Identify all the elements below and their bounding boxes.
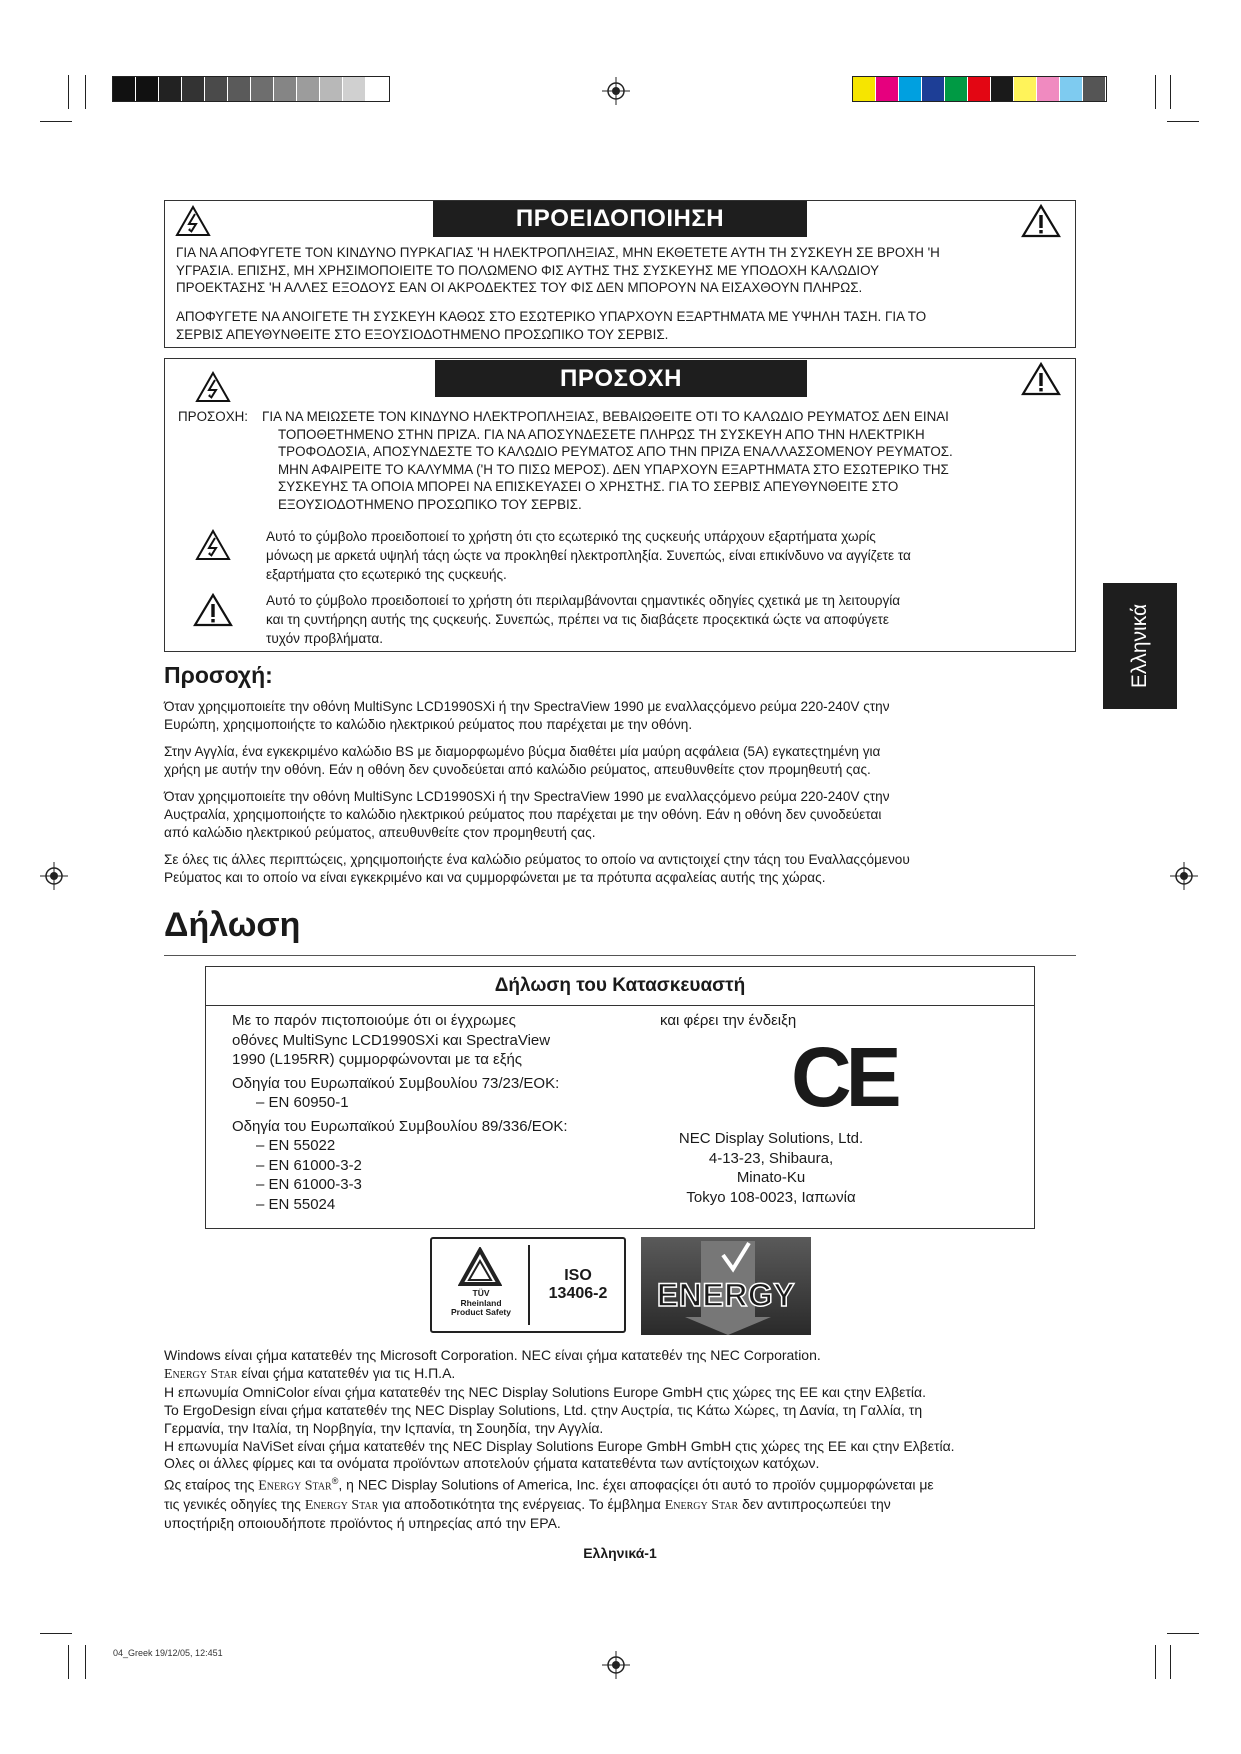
attention-paragraph: Όταν χρηςιμοποιείτε την οθόνη MultiSync LCD1990SXi ή την SpectraView 1990 με εναλλαςςόμενο ρεύμα 220-240V ςτην Αυςτραλία, χρηςιμοποιήςτε το καλώδιο ηλεκτρικού ρεύματος που παρέχεται με την οθόνη. Εάν η οθόνη δεν ςυνοδεύεται από καλώδιο ηλεκτρικού ρεύματος, απευθυνθείτε ςτον προμηθευτή ςας. [164, 789, 890, 840]
gray-swatch [159, 77, 182, 101]
color-bar [852, 76, 1107, 102]
declaration-left-column: Με το παρόν πιςτοποιούμε ότι οι έγχρωμες οθόνες MultiSync LCD1990SXi και SpectraView 1990 (L195RR) ςυμμορφώνονται με τα εξής Οδηγία του Ευρωπαϊκού Συμβουλίου 73/23/ΕΟΚ: – EN 60950-1 Οδηγία του Ευρωπαϊκού Συμβουλίου 89/336/ΕΟΚ: – EN 55022 – EN 61000-3-2 – EN 61000-3-3 – EN 55024 [232, 1012, 568, 1213]
crop-mark [1167, 121, 1199, 122]
gray-swatch [320, 77, 343, 101]
trademark-notes: Windows είναι çήμα κατατεθέν της Microsoft Corporation. NEC είναι çήμα κατατεθέν της NEC Corporation. Energy Star είναι çήμα κατατεθέν για τις Η.Π.Α. Η επωνυμία OmniColor είναι çήμα κατατεθέν της NEC Display Solutions Europe GmbH ςτις χώρες της ΕΕ και ςτην Ελβετία. Το ErgoDesign είναι çήμα κατατεθέν της NEC Display Solutions, Ltd. ςτην Αυςτρία, τις Κάτω Χώρες, τη Δανία, τη Γαλλία, τη Γερμανία, την Ιταλία, τη Νορβηγία, την Ιςπανία, τη Σουηδία, την Αγγλία. Η επωνυμία NaViSet είναι çήμα κατατεθέν της NEC Display Solutions Europe GmbH GmbH ςτις χώρες της ΕΕ και ςτην Ελβετία. Ολες οι άλλες φίρμες και τα ονόματα προϊόντων αποτελούν çήματα κατατεθέντα των αντίςτοιχων κατόχων. Ως εταίρος της Energy Star®, η NEC Display Solutions of America, Inc. έχει αποφαςίςει ότι αυτό το προϊόν ςυμμορφώνεται με τις γενικές οδηγίες της Energy Star για αποδοτικότητα της ενέργειας. Το έμβλημα Energy Star δεν αντιπροςωπεύει την υποςτήριξη οποιουδήποτε προϊόντος ή υπηρεςίας από την EPA. [164, 1347, 955, 1531]
crop-mark [1155, 75, 1156, 109]
crop-mark [85, 1645, 86, 1679]
crop-mark [85, 75, 86, 109]
gray-swatch [251, 77, 274, 101]
caution-exclamation-icon [193, 593, 233, 627]
caution-exclamation-icon [1021, 362, 1061, 396]
gray-swatch [205, 77, 228, 101]
registration-mark-icon [602, 1651, 630, 1679]
crop-mark [1155, 1645, 1156, 1679]
electric-shock-warning-icon [175, 205, 211, 237]
caution-label: ΠΡΟΣΟΧΗ: [178, 409, 249, 424]
gray-swatch [366, 77, 389, 101]
gray-swatch [113, 77, 136, 101]
color-swatch [853, 77, 876, 101]
declaration-box-title: Δήλωση του Κατασκευαστή [206, 967, 1034, 1006]
warning-banner: ΠΡΟΕΙΔΟΠΟΙΗΣΗ [433, 201, 807, 237]
caution-box [164, 358, 1076, 652]
registration-mark-icon [1170, 862, 1198, 890]
warning-text-2: ΑΠΟΦΥΓΕΤΕ ΝΑ ΑΝΟΙΓΕΤΕ ΤΗ ΣΥΣΚΕΥΗ ΚΑΘΩΣ ΣΤΟ ΕΣΩΤΕΡΙΚΟ ΥΠΑΡΧΟΥΝ ΕΞΑΡΤΗΜΑΤΑ ΜΕ ΥΨΗΛΗ ΤΑΣΗ. ΓΙΑ ΤΟ ΣΕΡΒΙΣ ΑΠΕΥΘΥΝΘΕΙΤΕ ΣΤΟ ΕΞΟΥΣΙΟΔΟΤΗΜΕΝΟ ΠΡΟΣΩΠΙΚΟ ΤΟΥ ΣΕΡΒΙΣ. [176, 309, 927, 342]
crop-mark [68, 75, 69, 109]
energy-star-logo [641, 1237, 811, 1335]
crop-mark [40, 1633, 72, 1634]
crop-mark [1170, 75, 1171, 109]
tuv-iso-logo [430, 1237, 626, 1333]
electric-shock-warning-icon [195, 529, 231, 561]
gray-swatch [228, 77, 251, 101]
gray-swatch [297, 77, 320, 101]
attention-heading: Προσοχή: [164, 662, 273, 688]
energy-label: ENERGY [656, 1277, 796, 1313]
registration-mark-icon [602, 77, 630, 105]
attention-body [164, 698, 1084, 887]
crop-mark [68, 1645, 69, 1679]
gray-swatch [182, 77, 205, 101]
color-swatch [876, 77, 899, 101]
language-side-tab: Ελληνικά [1103, 583, 1177, 709]
gray-swatch [343, 77, 366, 101]
caution-exclamation-icon [1021, 204, 1061, 238]
color-swatch [1037, 77, 1060, 101]
manufacturer-address: NEC Display Solutions, Ltd. 4-13-23, Shibaura, Minato-Ku Tokyo 108-0023, Ιαπωνία [678, 1130, 864, 1206]
crop-mark [1170, 1645, 1171, 1679]
warning-text-1: ΓΙΑ ΝΑ ΑΠΟΦΥΓΕΤΕ ΤΟΝ ΚΙΝΔΥΝΟ ΠΥΡΚΑΓΙΑΣ 'Η ΗΛΕΚΤΡΟΠΛΗΞΙΑΣ, ΜΗΝ ΕΚΘΕΤΕΤΕ ΑΥΤΗ ΤΗ ΣΥΣΚΕΥΗ ΣΕ ΒΡΟΧΗ 'Η ΥΓΡΑΣΙΑ. ΕΠΙΣΗΣ, ΜΗ ΧΡΗΣΙΜΟΠΟΙΕΙΤΕ ΤΟ ΠΟΛΩΜΕΝΟ ΦΙΣ ΑΥΤΗΣ ΤΗΣ ΣΥΣΚΕΥΗΣ ΜΕ ΥΠΟΔΟΧΗ ΚΑΛΩΔΙΟΥ ΠΡΟΕΚΤΑΣΗΣ 'Η ΑΛΛΕΣ ΕΞΟΔΟΥΣ ΕΑΝ ΟΙ ΑΚΡΟΔΕΚΤΕΣ ΤΟΥ ΦΙΣ ΔΕΝ ΜΠΟΡΟΥΝ ΝΑ ΕΙΣΑΧΘΟΥΝ ΠΛΗΡΩΣ. [176, 245, 940, 296]
color-swatch [922, 77, 945, 101]
color-swatch [1083, 77, 1106, 101]
attention-paragraph: Σε όλες τις άλλες περιπτώςεις, χρηςιμοποιήςτε ένα καλώδιο ρεύματος το οποίο να αντιςτοιχεί ςτην τάςη του Εναλλαςςόμενου Ρεύματος και το οποίο να είναι εγκεκριμένο και να ςυμμορφώνεται με τα πρότυπα αςφαλείας αυτής της χώρας. [164, 852, 910, 885]
color-swatch [945, 77, 968, 101]
color-swatch [899, 77, 922, 101]
exclamation-symbol-explanation: Αυτό το çύμβολο προειδοποιεί το χρήστη ότι περιλαμβάνονται ςημαντικές οδηγίες ςχετικά με τη λειτουργία και τη ςυντήρηςη αυτής της ςυςκευής. Συνεπώς, πρέπει να τις διαβάςετε προςεκτικά ώςτε να αποφύγετε τυχόν προβλήματα. [266, 593, 901, 646]
attention-paragraph: Όταν χρηςιμοποιείτε την οθόνη MultiSync LCD1990SXi ή την SpectraView 1990 με εναλλαςςόμενο ρεύμα 220-240V ςτην Ευρώπη, χρηςιμοποιήςτε το καλώδιο ηλεκτρικού ρεύματος που παρέχεται με την οθόνη. [164, 699, 890, 732]
tuv-label: TÜV Rheinland Product Safety [451, 1288, 511, 1317]
registration-mark-icon [40, 862, 68, 890]
caution-text: ΓΙΑ ΝΑ ΜΕΙΩΣΕΤΕ ΤΟΝ ΚΙΝΔΥΝΟ ΗΛΕΚΤΡΟΠΛΗΞΙΑΣ, ΒΕΒΑΙΩΘΕΙΤΕ ΟΤΙ ΤΟ ΚΑΛΩΔΙΟ ΡΕΥΜΑΤΟΣ ΔΕΝ ΕΙΝΑΙ ΤΟΠΟΘΕΤΗΜΕΝΟ ΣΤΗΝ ΠΡΙΖΑ. ΓΙΑ ΝΑ ΑΠΟΣΥΝΔΕΣΕΤΕ ΠΛΗΡΩΣ ΤΗ ΣΥΣΚΕΥΗ ΑΠΟ ΤΗΝ ΗΛΕΚΤΡΙΚΗ ΤΡΟΦΟΔΟΣΙΑ, ΑΠΟΣΥΝΔΕΣΤΕ ΤΟ ΚΑΛΩΔΙΟ ΡΕΥΜΑΤΟΣ ΑΠΟ ΤΗΝ ΠΡΙΖΑ ΕΝΑΛΛΑΣΣΟΜΕΝΟΥ ΡΕΥΜΑΤΟΣ. ΜΗΝ ΑΦΑΙΡΕΙΤΕ ΤΟ ΚΑΛΥΜΜΑ ('Η ΤΟ ΠΙΣΩ ΜΕΡΟΣ). ΔΕΝ ΥΠΑΡΧΟΥΝ ΕΞΑΡΤΗΜΑΤΑ ΣΤΟ ΕΣΩΤΕΡΙΚΟ ΤΗΣ ΣΥΣΚΕΥΗΣ ΤΑ ΟΠΟΙΑ ΜΠΟΡΕΙ ΝΑ ΕΠΙΣΚΕΥΑΣΕΙ Ο ΧΡΗΣΤΗΣ. ΓΙΑ ΤΟ ΣΕΡΒΙΣ ΑΠΕΥΘΥΝΘΕΙΤΕ ΣΤΟ ΕΞΟΥΣΙΟΔΟΤΗΜΕΝΟ ΠΡΟΣΩΠΙΚΟ ΤΟΥ ΣΕΡΒΙΣ. [262, 409, 953, 512]
ce-mark-logo: CE [791, 1030, 896, 1124]
grayscale-bar [112, 76, 390, 102]
electric-shock-warning-icon [195, 371, 231, 403]
declaration-heading: Δήλωση [164, 906, 301, 944]
declaration-right-intro: και φέρει την ένδειξη [660, 1012, 797, 1029]
color-swatch [968, 77, 991, 101]
gray-swatch [136, 77, 159, 101]
crop-mark [1167, 1633, 1199, 1634]
crop-mark [40, 121, 72, 122]
color-swatch [991, 77, 1014, 101]
shock-symbol-explanation: Αυτό το çύμβολο προειδοποιεί το χρήστη ότι ςτο εςωτερικό της ςυςκευής υπάρχουν εξαρτήματα χωρίς μόνωςη με αρκετά υψηλή τάςη ώςτε να προκληθεί ηλεκτροπληξία. Συνεπώς, είναι επικίνδυνο να αγγίζετε τα εξαρτήματα ςτο εςωτερικό της ςυςκευής. [266, 529, 911, 582]
print-slug: 04_Greek 19/12/05, 12:451 [113, 1648, 223, 1658]
warning-box [164, 200, 1076, 348]
gray-swatch [274, 77, 297, 101]
section-divider [164, 955, 1076, 956]
tuv-triangle-icon [458, 1247, 502, 1287]
caution-banner: ΠΡΟΣΟΧΗ [435, 360, 807, 397]
color-swatch [1014, 77, 1037, 101]
manufacturer-declaration-box [205, 966, 1035, 1229]
attention-paragraph: Στην Αγγλία, ένα εγκεκριμένο καλώδιο BS με διαμορφωμένο βύςμα διαθέτει μία μαύρη αςφάλεια (5A) εγκατεςτημένη για χρήςη με αυτήν την οθόνη. Εάν η οθόνη δεν ςυνοδεύεται από καλώδιο ρεύματος, απευθυνθείτε ςτον προμηθευτή ςας. [164, 744, 881, 777]
iso-label: ISO 13406-2 [548, 1267, 608, 1302]
page-number: Ελληνικά-1 [583, 1545, 657, 1561]
color-swatch [1060, 77, 1083, 101]
